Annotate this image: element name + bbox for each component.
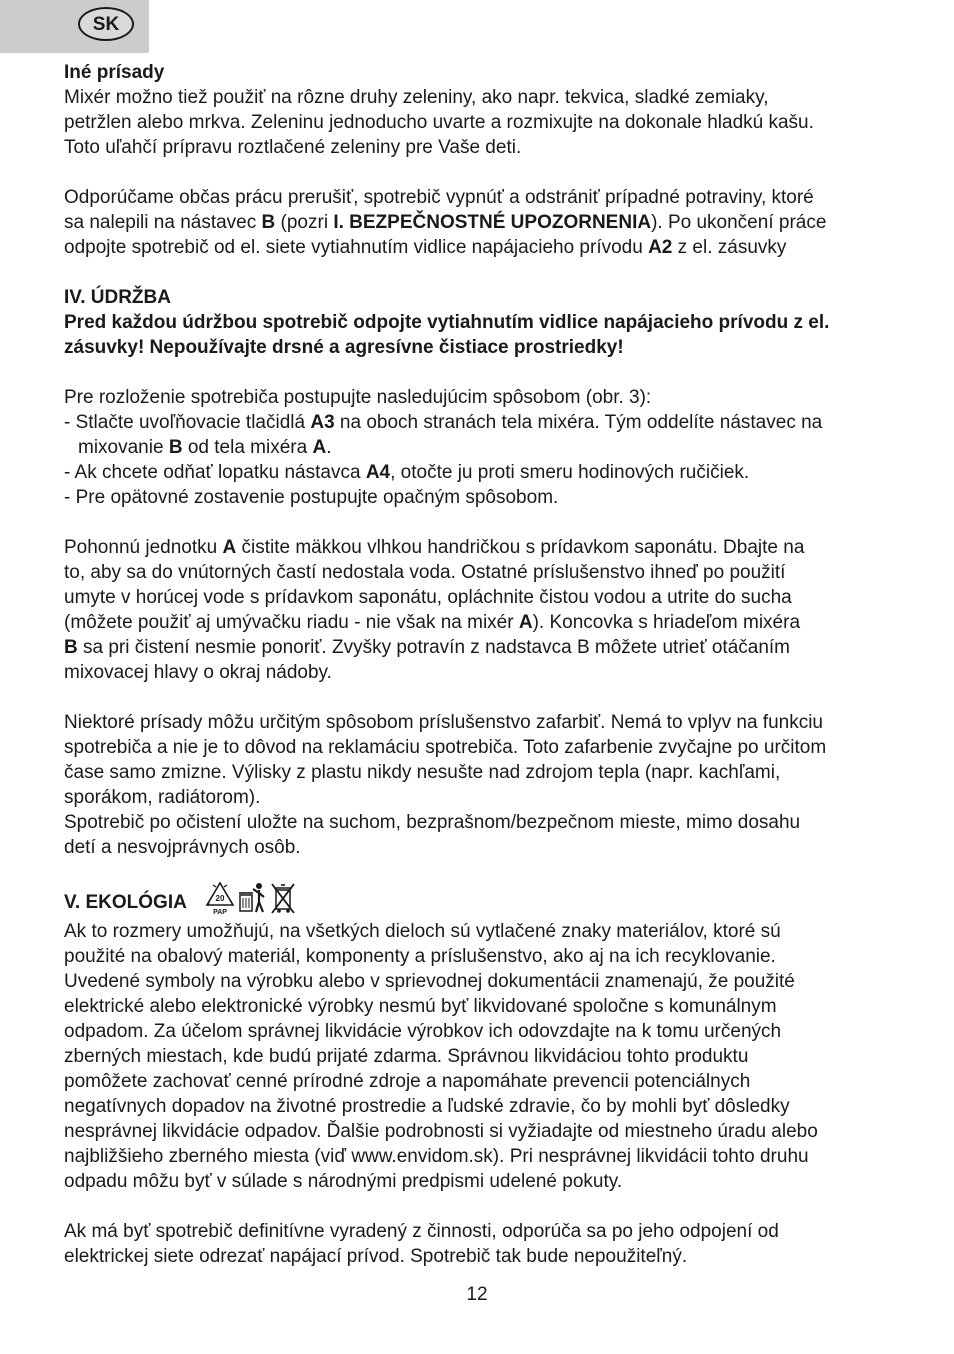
text-line: čase samo zmizne. Výlisky z plastu nikdy nesušte nad zdrojom tepla (napr. kachľami, (64, 762, 781, 783)
text-line: umyte v horúcej vode s prídavkom saponátu, opláchnite čistou vodou a utrite do sucha (64, 587, 792, 608)
recycle-pap-icon (205, 881, 235, 915)
text-span: ). Koncovka s hriadeľom mixéra (532, 612, 801, 633)
text-line (64, 210, 894, 235)
text-span: čistite mäkkou vlhkou handričkou s prídavkom saponátu. Dbajte na (236, 537, 805, 558)
text-span: sa pri čistení nesmie ponoriť. Zvyšky potravín z nadstavca B môžete utrieť otáčaním (77, 637, 791, 658)
text-span: z el. zásuvky (672, 237, 787, 258)
tidyman-bin-icon (237, 881, 267, 915)
text-span: odpojte spotrebič od el. siete vytiahnutím vidlice napájacieho prívodu (64, 237, 649, 258)
text-line: Ak to rozmery umožňujú, na všetkých dieloch sú vytlačené znaky materiálov, ktoré sú (64, 921, 781, 942)
text-line (64, 235, 894, 260)
text-line: detí a nesvojprávnych osôb. (64, 837, 301, 858)
text-line: Spotrebič po očistení uložte na suchom, bezprašnom/bezpečnom mieste, mimo dosahu (64, 812, 801, 833)
bold-ref: B (261, 212, 276, 233)
section-title-ekologia: V. EKOLÓGIA (64, 891, 187, 913)
text-span: - Ak chcete odňať lopatku nástavca (64, 462, 366, 483)
bold-ref: B (168, 437, 183, 458)
bold-ref: I. BEZPEČNOSTNÉ UPOZORNENIA (333, 212, 652, 233)
text-line: Pre rozloženie spotrebiča postupujte nasledujúcim spôsobom (obr. 3): (64, 387, 652, 408)
recycle-code: PAP (212, 909, 227, 915)
text-line: Mixér možno tiež použiť na rôzne druhy zeleniny, ako napr. tekvica, sladké zemiaky, (64, 87, 769, 108)
text-span: mixovanie (78, 437, 169, 458)
text-span: sa nalepili na nástavec (64, 212, 262, 233)
section-title-udrzba: IV. ÚDRŽBA (64, 287, 171, 308)
text-line: elektrickej siete odrezať napájací prívod. Spotrebič tak bude nepoužiteľný. (64, 1246, 688, 1267)
text-line: najbližšieho zberného miesta (viď www.envidom.sk). Pri nesprávnej likvidácii tohto druhu (64, 1146, 809, 1167)
language-badge: SK (78, 7, 134, 41)
text-line (64, 610, 894, 635)
warning-line: Pred každou údržbou spotrebič odpojte vytiahnutím vidlice napájacieho prívodu z el. (64, 312, 830, 333)
text-line: Ak má byť spotrebič definitívne vyradený z činnosti, odporúča sa po jeho odpojení od (64, 1221, 779, 1242)
text-line: odpadu môžu byť v súlade s národnými predpismi udelené pokuty. (64, 1171, 623, 1192)
text-line: negatívnych dopadov na životné prostredie a ľudské zdravie, čo by mohli byť dôsledky (64, 1096, 790, 1117)
bold-ref: A (518, 612, 533, 633)
bullet-continuation (64, 435, 894, 460)
page-number: 12 (466, 1284, 488, 1305)
text-span: (pozri (275, 212, 334, 233)
text-line: to, aby sa do vnútorných častí nedostala voda. Ostatné príslušenstvo ihneď po použití (64, 562, 786, 583)
language-tab (0, 0, 149, 53)
crossed-bin-icon (269, 881, 297, 915)
text-line: Toto uľahčí prípravu roztlačené zeleniny pre Vaše deti. (64, 137, 522, 158)
ecology-heading-row (64, 885, 894, 919)
bold-ref: A (222, 537, 237, 558)
text-line: petržlen alebo mrkva. Zeleninu jednoducho uvarte a rozmixujte na dokonale hladkú kašu. (64, 112, 814, 133)
bold-ref: B (64, 637, 78, 658)
text-line: Odporúčame občas prácu prerušiť, spotrebič vypnúť a odstrániť prípadné potraviny, ktoré (64, 187, 814, 208)
document-body (64, 60, 894, 1269)
text-line: spotrebiča a nie je to dôvod na reklamáciu spotrebiča. Toto zafarbenie zvyčajne po určitom (64, 737, 827, 758)
bold-ref: A (312, 437, 327, 458)
text-line: sporákom, radiátorom). (64, 787, 261, 808)
bold-ref: A2 (648, 237, 673, 258)
text-line: zberných miestach, kde budú prijaté zdarma. Správnou likvidáciou tohto produktu (64, 1046, 749, 1067)
bold-ref: A4 (365, 462, 391, 483)
bold-ref: A3 (310, 412, 335, 433)
text-line: odpadom. Za účelom správnej likvidácie výrobkov ich odovzdajte na k tomu určených (64, 1021, 782, 1042)
bullet-line (64, 460, 894, 485)
text-line: mixovacej hlavy o okraj nádoby. (64, 662, 332, 683)
recycle-number: 20 (215, 894, 225, 903)
bullet-line (64, 410, 894, 435)
text-span: . (326, 437, 332, 458)
text-span: ). Po ukončení práce (651, 212, 827, 233)
text-line: Uvedené symboly na výrobku alebo v sprievodnej dokumentácii znamenajú, že použité (64, 971, 795, 992)
text-line (64, 535, 894, 560)
text-span: (môžete použiť aj umývačku riadu - nie však na mixér (64, 612, 519, 633)
text-span: , otočte ju proti smeru hodinových ručičiek. (390, 462, 750, 483)
text-line: nesprávnej likvidácie odpadov. Ďalšie podrobnosti si vyžiadajte od miestneho úradu alebo (64, 1121, 818, 1142)
text-line (64, 635, 894, 660)
text-span: Pohonnú jednotku (64, 537, 223, 558)
text-span: - Stlačte uvoľňovacie tlačidlá (64, 412, 311, 433)
text-line: pomôžete zachovať cenné prírodné zdroje a napomáhate prevencii potenciálnych (64, 1071, 751, 1092)
bullet-line: - Pre opätovné zostavenie postupujte opačným spôsobom. (64, 487, 559, 508)
text-span: od tela mixéra (182, 437, 313, 458)
text-line: elektrické alebo elektronické výrobky nesmú byť likvidované spoločne s komunálnym (64, 996, 777, 1017)
text-span: na oboch stranách tela mixéra. Tým oddelíte nástavec na (334, 412, 823, 433)
warning-line: zásuvky! Nepoužívajte drsné a agresívne čistiace prostriedky! (64, 337, 624, 358)
text-line: Niektoré prísady môžu určitým spôsobom príslušenstvo zafarbiť. Nemá to vplyv na funkciu (64, 712, 823, 733)
section-title-ine-prisady: Iné prísady (64, 62, 165, 83)
ecology-icons (205, 881, 297, 915)
text-line: použité na obalový materiál, komponenty a príslušenstvo, ako aj na ich recyklovanie. (64, 946, 776, 967)
